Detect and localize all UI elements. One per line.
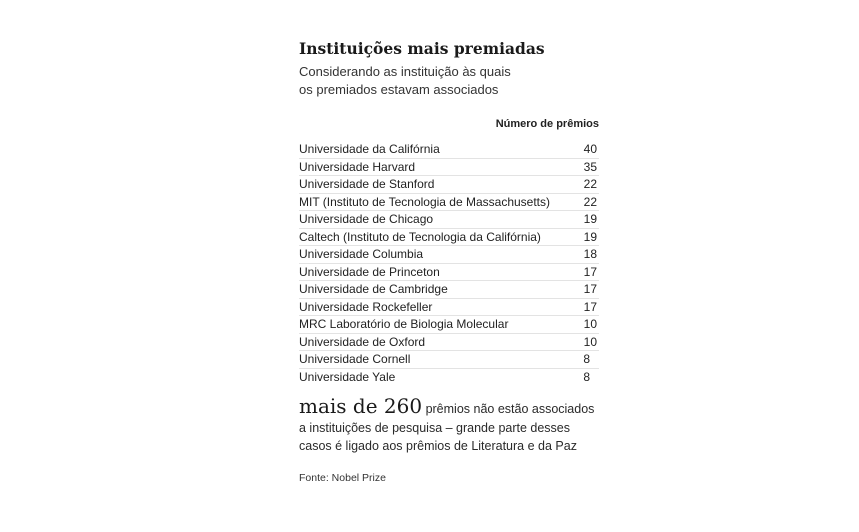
table-row — [299, 281, 599, 299]
institution-name: Universidade Yale — [299, 369, 396, 384]
institution-name: Universidade Harvard — [299, 158, 559, 176]
table-row — [299, 246, 599, 264]
prize-count-cell — [559, 316, 599, 334]
prize-count-cell — [559, 158, 599, 176]
prize-count: 8 — [583, 369, 590, 384]
infographic — [299, 38, 599, 485]
table-row — [299, 298, 599, 316]
institution-name: Caltech (Instituto de Tecnologia da Califórnia) — [299, 228, 559, 246]
prize-count-cell — [559, 228, 599, 246]
subtitle-line-2: os premiados estavam associados — [299, 82, 499, 97]
prize-count-cell — [559, 246, 599, 264]
prizes-table — [299, 141, 599, 385]
institution-name: Universidade Cornell — [299, 351, 559, 369]
prize-count-cell — [559, 333, 599, 351]
prize-count-cell — [559, 211, 599, 229]
table-row — [299, 158, 599, 176]
prize-count-cell — [559, 176, 599, 194]
prize-count-cell — [559, 298, 599, 316]
prize-count: 19 — [583, 212, 597, 226]
prize-count: 40 — [583, 142, 597, 156]
institution-name: Universidade Columbia — [299, 246, 559, 264]
chart-title: Instituições mais premiadas — [299, 39, 545, 58]
table-row — [299, 176, 599, 194]
table-row — [299, 193, 599, 211]
prize-count: 10 — [583, 317, 597, 331]
prize-count: 17 — [583, 264, 597, 279]
table-row — [299, 351, 599, 369]
institution-name: MIT (Instituto de Tecnologia de Massachusetts) — [299, 193, 559, 211]
prize-count: 10 — [583, 334, 597, 349]
institution-name: MRC Laboratório de Biologia Molecular — [299, 316, 559, 334]
prize-count: 17 — [583, 299, 597, 314]
table-row — [299, 333, 599, 351]
prizes-table-body — [299, 141, 599, 385]
subtitle-line-1: Considerando as instituição às quais — [299, 64, 511, 79]
prize-count: 35 — [583, 159, 597, 174]
table-row — [299, 368, 599, 385]
prize-count-cell — [559, 263, 599, 281]
footnote-text: prêmios não estão associados a instituições de pesquisa – grande parte desses casos é ligado aos prêmios de Literatura e da Paz — [299, 402, 595, 453]
table-row — [299, 263, 599, 281]
table-row — [299, 211, 599, 229]
prize-count-cell — [559, 193, 599, 211]
prize-count: 8 — [583, 352, 590, 366]
institution-name: Universidade de Princeton — [299, 263, 559, 281]
source-credit: Fonte: Nobel Prize — [299, 471, 386, 484]
chart-subtitle — [299, 63, 599, 99]
institution-name: Universidade da Califórnia — [299, 141, 559, 158]
table-row — [299, 141, 599, 158]
prize-count-cell — [559, 368, 599, 385]
prize-count: 19 — [583, 229, 597, 244]
prize-count: 17 — [583, 282, 597, 296]
institution-name: Universidade de Cambridge — [299, 281, 559, 299]
footnote — [299, 394, 599, 456]
prize-count: 22 — [583, 194, 597, 209]
institution-name: Universidade de Chicago — [299, 211, 559, 229]
prize-count-cell — [559, 351, 599, 369]
prize-count: 18 — [583, 247, 597, 261]
prize-count-cell — [559, 281, 599, 299]
table-row — [299, 316, 599, 334]
institution-name: Universidade Rockefeller — [299, 298, 559, 316]
footnote-highlight: mais de 260 — [299, 394, 423, 418]
prize-count: 22 — [583, 177, 597, 191]
institution-name: Universidade de Stanford — [299, 176, 559, 194]
table-row — [299, 228, 599, 246]
column-header: Número de prêmios — [495, 118, 599, 130]
prize-count-cell — [559, 141, 599, 158]
institution-name: Universidade de Oxford — [299, 333, 559, 351]
